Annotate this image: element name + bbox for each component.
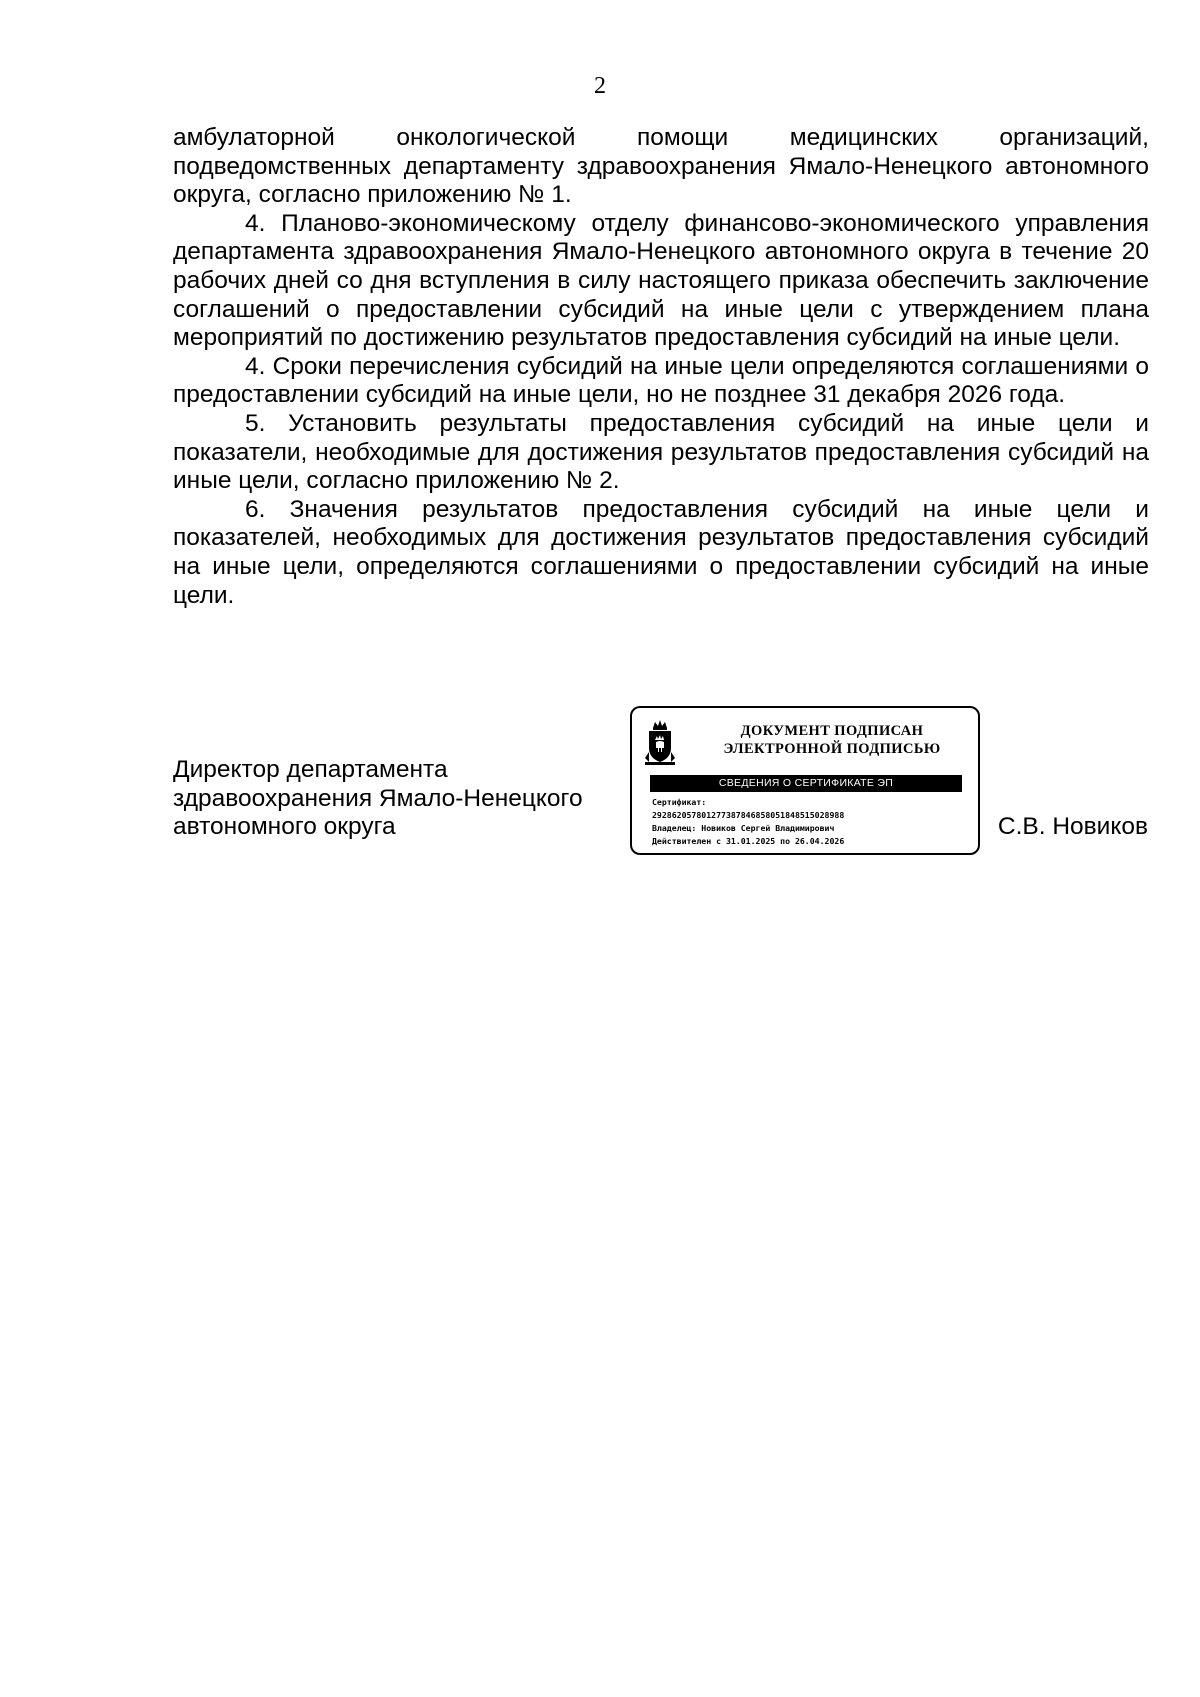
stamp-heading-line: ДОКУМЕНТ ПОДПИСАН bbox=[740, 723, 924, 739]
signer-position bbox=[173, 756, 633, 842]
certificate-owner: Владелец: Новиков Сергей Владимирович bbox=[652, 823, 835, 833]
paragraph-continuation: амбулаторной онкологической помощи медицинских организаций, подведомственных департаменту здравоохранения Ямало-Ненецкого автономного округа, согласно приложению № 1. bbox=[173, 124, 1149, 209]
page-number: 2 bbox=[594, 73, 606, 99]
signer-position-line: здравоохранения Ямало-Ненецкого bbox=[173, 784, 583, 812]
signer-name: С.В. Новиков bbox=[997, 813, 1148, 840]
document-body bbox=[173, 124, 1149, 610]
certificate-label: Сертификат: bbox=[652, 797, 707, 807]
certificate-validity: Действителен с 31.01.2025 по 26.04.2026 bbox=[652, 836, 845, 846]
coat-of-arms-icon bbox=[645, 718, 675, 766]
stamp-heading-line: ЭЛЕКТРОННОЙ ПОДПИСЬЮ bbox=[723, 741, 941, 757]
signer-position-line: Директор департамента bbox=[173, 756, 448, 783]
stamp-heading bbox=[692, 722, 972, 758]
paragraph-item-5: 5. Установить результаты предоставления субсидий на иные цели и показатели, необходимые для достижения результатов предоставления субсидий на иные цели, согласно приложению № 2. bbox=[173, 409, 1149, 495]
paragraph-item-6: 6. Значения результатов предоставления субсидий на иные цели и показателей, необходимых для достижения результатов предоставления субсидий на иные цели, определяются соглашениями о предоставлении субсидий на иные цели. bbox=[173, 495, 1149, 609]
paragraph-item-4-terms: 4. Сроки перечисления субсидий на иные цели определяются соглашениями о предоставлении субсидий на иные цели, но не позднее 31 декабря 2026 года. bbox=[173, 352, 1149, 409]
certificate-details bbox=[652, 796, 972, 848]
paragraph-item-4-planning: 4. Планово-экономическому отделу финансово-экономического управления департамента здравоохранения Ямало-Ненецкого автономного округа в течение 20 рабочих дней со дня вступления в силу настоящего приказа обеспечить заключение соглашений о предоставлении субсидий на иные цели с утверждением плана мероприятий по достижению результатов предоставления субсидий на иные цели. bbox=[173, 209, 1149, 352]
certificate-info-bar: СВЕДЕНИЯ О СЕРТИФИКАТЕ ЭП bbox=[650, 775, 962, 792]
certificate-number: 292862057801277387846858051848515028988 bbox=[652, 810, 845, 820]
electronic-signature-stamp bbox=[630, 706, 980, 855]
signer-position-line: автономного округа bbox=[173, 813, 396, 841]
